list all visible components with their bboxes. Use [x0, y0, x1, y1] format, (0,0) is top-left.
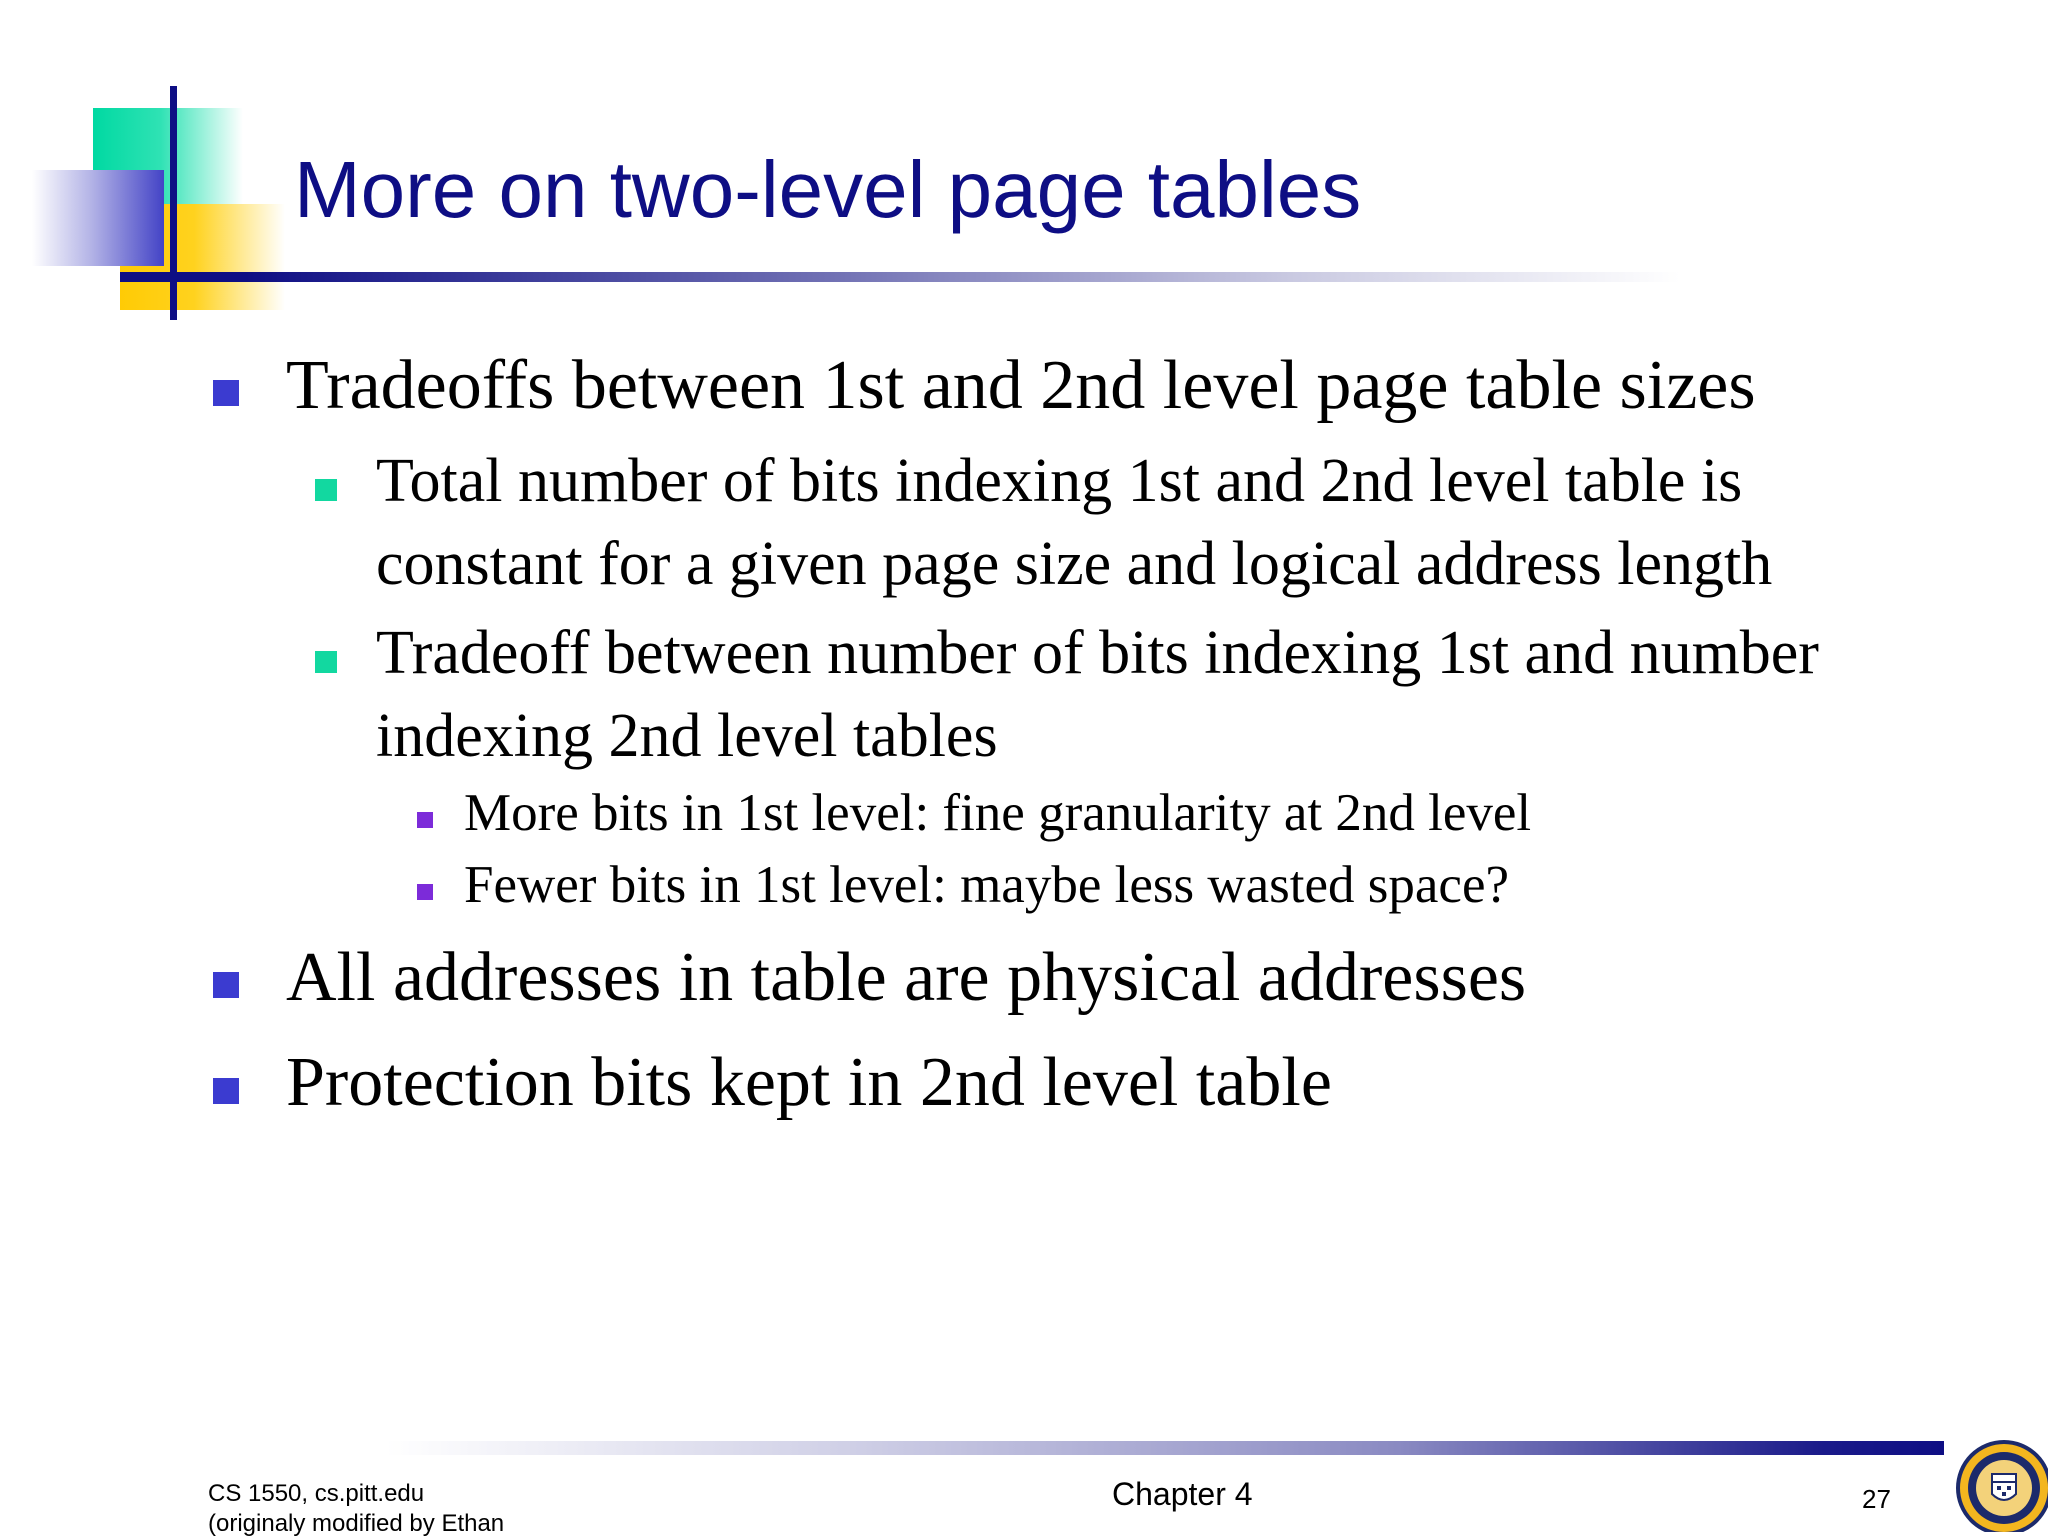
- bullet-level2-text-line1: Tradeoff between number of bits indexing 1st and number: [376, 619, 1819, 687]
- university-seal-icon: [1952, 1436, 2048, 1532]
- bullet-level1-text: Tradeoffs between 1st and 2nd level page table sizes: [286, 347, 1756, 424]
- bullet-level2-text-line2: indexing 2nd level tables: [376, 702, 998, 770]
- decor-blue-square: [32, 170, 164, 266]
- bullet-level1-text: All addresses in table are physical addresses: [286, 939, 1527, 1016]
- bullet-marker-level2: [315, 651, 337, 673]
- bullet-level2-text-line1: Total number of bits indexing 1st and 2nd level table is: [376, 447, 1743, 515]
- bullet-marker-level1: [213, 972, 239, 998]
- footer-course-line1: CS 1550, cs.pitt.edu: [208, 1480, 425, 1507]
- footer-course-line2: (originaly modified by Ethan: [208, 1510, 505, 1536]
- bullet-marker-level1: [213, 380, 239, 406]
- footer-chapter: Chapter 4: [1112, 1476, 1253, 1512]
- bullet-marker-level3: [417, 884, 433, 900]
- footer-rule: [386, 1441, 1944, 1455]
- bullet-marker-level3: [417, 812, 433, 828]
- title-underline: [120, 272, 1680, 282]
- bullet-level2-text-line2: constant for a given page size and logical address length: [376, 530, 1773, 598]
- bullet-level1-text: Protection bits kept in 2nd level table: [286, 1044, 1332, 1121]
- bullet-level3-text: Fewer bits in 1st level: maybe less wasted space?: [464, 856, 1509, 914]
- decor-vertical-line: [170, 86, 177, 320]
- bullet-marker-level2: [315, 479, 337, 501]
- bullet-level3-text: More bits in 1st level: fine granularity at 2nd level: [464, 784, 1532, 842]
- slide-title: More on two-level page tables: [294, 145, 1362, 234]
- bullet-marker-level1: [213, 1078, 239, 1104]
- footer-page-number: 27: [1862, 1484, 1891, 1514]
